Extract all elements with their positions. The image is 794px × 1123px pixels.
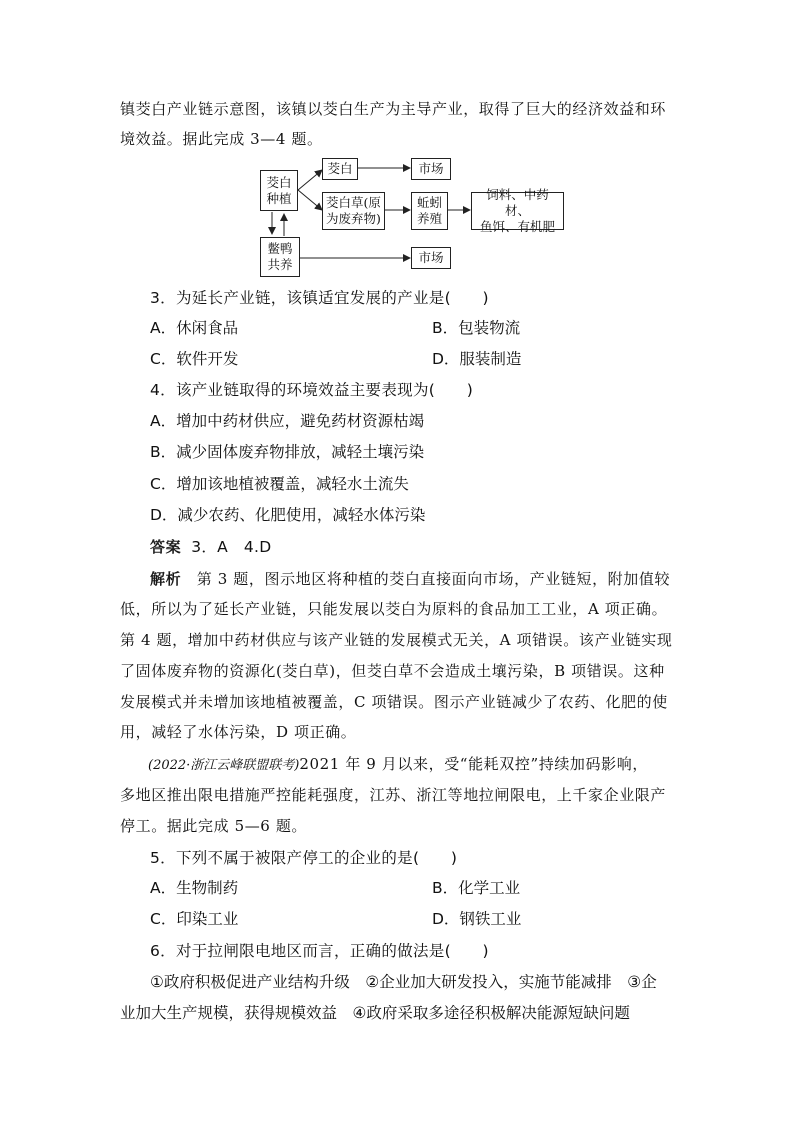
- q5-option-a: A．生物制药: [150, 879, 239, 897]
- passage2-line-2: 多地区推出限电措施严控能耗强度，江苏、浙江等地拉闸限电，上千家企业限产: [120, 786, 667, 804]
- box-jiaobai: 茭白: [322, 158, 358, 180]
- passage2-line-1: [148, 754, 648, 776]
- analysis-line-4: 了固体废弃物的资源化(茭白草)，但茭白草不会造成土壤污染，B 项错误。这种: [120, 662, 665, 680]
- q3-option-d: D．服装制造: [432, 350, 522, 368]
- q5-stem: 5．下列不属于被限产停工的企业的是( ): [150, 849, 458, 867]
- analysis-line-6: 用，减轻了水体污染，D 项正确。: [120, 723, 357, 741]
- analysis-text-1: 第 3 题，图示地区将种植的茭白直接面向市场，产业链短，附加值较: [181, 570, 671, 588]
- q4-option-c: C．增加该地植被覆盖，减轻水土流失: [150, 475, 409, 493]
- answer-text: 3．A 4.D: [191, 538, 272, 556]
- q4-option-a: A．增加中药材供应，避免药材资源枯竭: [150, 412, 425, 430]
- box-jiaobai-grass: 茭白草(原 为废弃物): [322, 192, 385, 230]
- q6-statements-line-2: 业加大生产规模，获得规模效益 ④政府采取多途径积极解决能源短缺问题: [120, 1004, 630, 1022]
- q4-option-d: D．减少农药、化肥使用，减轻水体污染: [150, 506, 426, 524]
- q3-option-b: B．包装物流: [432, 319, 521, 337]
- answer-line: [150, 537, 272, 557]
- arrow-planting-to-jiaobai: [298, 170, 322, 190]
- analysis-line-1: [150, 569, 670, 589]
- diagram-connectors: [0, 0, 794, 300]
- passage2-line-3: 停工。据此完成 5—6 题。: [120, 817, 308, 835]
- intro-line-1: 镇茭白产业链示意图，该镇以茭白生产为主导产业，取得了巨大的经济效益和环: [120, 100, 667, 118]
- q5-option-d: D．钢铁工业: [432, 910, 522, 928]
- q3-stem: 3．为延长产业链，该镇适宜发展的产业是( ): [150, 289, 489, 307]
- analysis-label: 解析: [150, 570, 182, 588]
- q4-option-b: B．减少固体废弃物排放，减轻土壤污染: [150, 443, 425, 461]
- analysis-line-5: 发展模式并未增加该地植被覆盖，C 项错误。图示产业链减少了农药、化肥的使: [120, 693, 668, 711]
- box-turtle-duck: 鳖鸭 共养: [260, 237, 300, 277]
- box-products: 饲料、中药材、 鱼饵、有机肥: [471, 192, 564, 230]
- box-earthworm: 蚯蚓 养殖: [411, 192, 448, 230]
- box-jiaobai-planting: 茭白 种植: [260, 170, 298, 211]
- q6-stem: 6．对于拉闸限电地区而言，正确的做法是( ): [150, 942, 489, 960]
- answer-label: 答案: [150, 538, 182, 556]
- box-market-top: 市场: [411, 158, 451, 180]
- arrow-planting-to-grass: [298, 190, 322, 210]
- q6-statements-line-1: ①政府积极促进产业结构升级 ②企业加大研发投入，实施节能减排 ③企: [150, 973, 657, 991]
- analysis-line-3: 第 4 题，增加中药材供应与该产业链的发展模式无关，A 项错误。该产业链实现: [120, 631, 673, 649]
- passage2-source: (2022·浙江云峰联盟联考): [148, 758, 300, 773]
- analysis-line-2: 低，所以为了延长产业链，只能发展以茭白为原料的食品加工工业，A 项正确。: [120, 600, 668, 618]
- q4-stem: 4．该产业链取得的环境效益主要表现为( ): [150, 381, 474, 399]
- q5-option-b: B．化学工业: [432, 879, 521, 897]
- q5-option-c: C．印染工业: [150, 910, 239, 928]
- passage2-text-1: 2021 年 9 月以来，受“能耗双控”持续加码影响，: [299, 755, 648, 773]
- intro-line-2: 境效益。据此完成 3—4 题。: [120, 130, 323, 148]
- q3-option-a: A．休闲食品: [150, 319, 239, 337]
- box-market-bottom: 市场: [411, 247, 451, 269]
- q3-option-c: C．软件开发: [150, 350, 239, 368]
